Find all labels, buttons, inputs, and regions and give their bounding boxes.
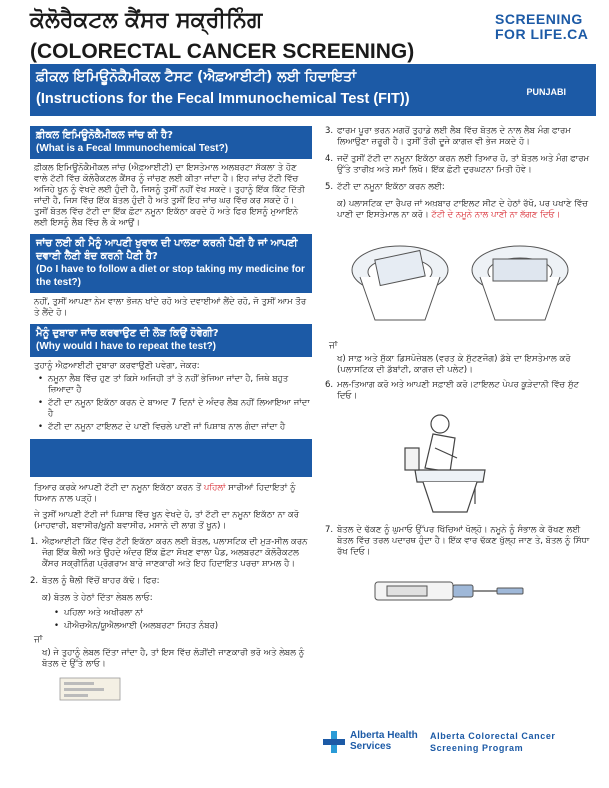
question-2-punjabi: ਜਾਂਚ ਲਈ ਕੀ ਮੈਨੂੰ ਆਪਣੀ ਖੁਰਾਕ ਦੀ ਪਾਲਣਾ ਕਰਨੀ ਪੈਣੀ ਹੈ ਜਾਂ ਆਪਣੀ ਦਵਾਈ ਲੈਣੀ ਬੰਦ ਕਰਨੀ ਪੈਣੀ ਹੈ? [36,238,298,262]
banner-title-punjabi: ਫ਼ੀਕਲ ਇਮਿਊਨੋਕੈਮੀਕਲ ਟੈਸਟ (ਐਫ਼ਆਈਟੀ) ਲਈ ਹਿਦਾਇਤਾਂ [36,69,357,85]
question-1-english: (What is a Fecal Immunochemical Test?) [36,143,229,154]
step-number: 6. [325,380,334,390]
question-2-english: (Do I have to follow a diet or stop taking my medicine for the test?) [36,264,305,288]
step-number: 5. [325,182,334,192]
left-column [30,126,312,709]
step-5-option-b: ਖ) ਸਾਫ਼ ਅਤੇ ਸੁੱਕਾ ਡਿਸਪੋਜ਼ੇਬਲ (ਵਰਤ ਕੇ ਸੁੱਟਣਜੋਗ) ਡੱਬੇ ਦਾ ਇਸਤੇਮਾਲ ਕਰੋ (ਪਲਾਸਟਿਕ ਦੀ ਡੱਬਾਂਟੀ, ਕਾਗਜ਼ ਦੀ ਪਲੇਟ)। [337,354,571,375]
step-6 [325,380,595,402]
step-text: ਬੋਤਲ ਦੇ ਢੱਕਣ ਨੂੰ ਘੁਮਾਓ ਉੱਪਰ ਖਿੱਚਿਆਂ ਖੋਲ੍ਹੋ। ਨਮੂਨੇ ਨੂੰ ਸੰਭਾਲ ਕੇ ਰੱਖਣ ਲਈ ਬੋਤਲ ਵਿੱਚ ਤਰਲ ਪਦਾਰਥ ਹੁੰਦਾ ਹੈ। ਇੱਕ ਵਾਰ ਢੱਕਣ ਖੁੱਲ੍ਹ ਜਾਣ ਤੇ, ਬੋਤਲ ਨੂੰ ਸਿੱਧਾ ਰੱਖ ਦਿਓ। [337,525,590,557]
question-3-english: (Why would I have to repeat the test?) [36,341,217,352]
right-column [325,126,595,619]
step-5 [325,182,595,193]
answer-3-intro: ਤੁਹਾਨੂੰ ਐਫ਼ਆਈਟੀ ਦੁਬਾਰਾ ਕਰਵਾਉਣੀ ਪਵੇਗਾ, ਜੇਕਰ: [34,361,200,371]
list-item: • ਟੱਟੀ ਦਾ ਨਮੂਨਾ ਟਾਇਲਟ ਦੇ ਪਾਣੀ ਵਿਚਲੇ ਪਾਣੀ ਜਾਂ ਪਿਸ਼ਾਬ ਨਾਲ ਗੰਦਾ ਜਾਂਦਾ ਹੈ [38,422,312,433]
question-1-punjabi: ਫ਼ੀਕਲ ਇਮਿਊਨੋਕੈਮੀਕਲ ਜਾਂਚ ਕੀ ਹੈ? [36,130,173,141]
toilet-wrap-illustration [325,225,595,333]
read-first-text: ਤਿਆਰ ਕਰਕੇ ਆਪਣੀ ਟੱਟੀ ਦਾ ਨਮੂਨਾ ਇਕੱਠਾ ਕਰਨ ਤੋਂ [34,483,202,493]
step-5-warning: ਟੱਟੀ ਦੇ ਨਮੂਨੇ ਨਾਲ ਪਾਣੀ ਨਾ ਲੱਗਣ ਦਿਓ। [431,210,561,220]
instructions-banner [30,64,596,116]
list-item: • ਨਮੂਨਾ ਲੈਬ ਵਿੱਚ ਹੁਣ ਤਾਂ ਕਿਸੇ ਅਜਿਹੀ ਤਾਂ ਤੇ ਨਹੀਂ ਭੇਜਿਆ ਜਾਂਦਾ ਹੈ, ਜਿਥੇ ਬਹੁਤ ਜ਼ਿਆਦਾ ਹੈ [38,374,312,396]
step-2 [30,576,312,587]
step-number: 1. [30,537,39,547]
banner-title-english: (Instructions for the Fecal Immunochemical Test (FIT)) [36,91,410,107]
step-number: 3. [325,126,334,136]
title-punjabi: ਕੋਲੋਰੈਕਟਲ ਕੈਂਸਰ ਸਕ੍ਰੀਨਿੰਗ [30,8,263,33]
question-3-punjabi: ਮੈਨੂੰ ਦੁਬਾਰਾ ਜਾਂਚ ਕਰਵਾਉਣ ਦੀ ਲੋੜ ਕਿਉਂ ਹੋਵੇਗੀ? [36,328,219,339]
step-number: 7. [325,525,334,535]
blood-warning-paragraph: ਜੇ ਤੁਸੀਂ ਆਪਣੀ ਟੱਟੀ ਜਾਂ ਪਿਸ਼ਾਬ ਵਿੱਚ ਖੂਨ ਵੇਖਦੇ ਹੋ, ਤਾਂ ਟੱਟੀ ਦਾ ਨਮੂਨਾ ਇਕੱਠਾ ਨਾ ਕਰੋ (ਮਾਹਵਾਰੀ, ਬਵਾਸੀਰ/ਖ਼ੂਨੀ ਬਵਾਸੀਰ, ਮਸਾਨੇ ਦੀ ਲਾਗ ਤੋਂ ਖੂਨ)। [34,510,300,531]
list-item: • ਪਹਿਲਾ ਅਤੇ ਅਖੀਰਲਾ ਨਾਂ [54,608,312,619]
answer-1: ਫ਼ੀਕਲ ਇਮਿਊਨੋਕੈਮੀਕਲ ਜਾਂਚ (ਐਫ਼ਆਈਟੀ) ਦਾ ਇਸਤੇਮਾਲ ਅਲਬਰਟਾ ਸੱਕਲਾ ਤੇ ਹੋਣ ਵਾਲੇ ਟੱਟੀ ਵਿੱਚ ਕੋਲੋਰੈਕਟਲ ਕੈਂਸਰ ਨੂੰ ਜਾਂਚਣ ਲਈ ਕੀਤਾ ਜਾਂਦਾ ਹੈ। ਇਹ ਜਾਂਚ ਟੱਟੀ ਵਿੱਚ ਅਜਿਹੇ ਖੂਨ ਨੂੰ ਵੇਖਦੇ ਲਈ ਹੁੰਦੀ ਹੈ, ਜਿਸਨੂੰ ਤੁਸੀਂ ਨਹੀਂ ਵੇਖ ਸਕਦੇ। ਤੁਹਾਨੂੰ ਇੱਕ ਕਿੱਟ ਦਿੱਤੀ ਜਾਂਦੀ ਹੈ, ਜਿਸ ਵਿੱਚ ਇੱਕ ਬੋਤਲ ਹੁੰਦੀ ਹੈ ਅਤੇ ਤੁਸੀਂ ਇਹ ਜਾਂਚ ਘਰ ਵਿੱਚ ਕਰ ਸਕਦੇ ਹੋ। ਤੁਸੀਂ ਬੋਤਲ ਵਿੱਚ ਟੱਟੀ ਦਾ ਇੱਕ ਛੋਟਾ ਨਮੂਨਾ ਇਕੱਠਾ ਕਰਦੇ ਹੋ ਅਤੇ ਫਿਰ ਇਸਨੂੰ ਮੁਆਇਨੇ ਲਈ ਇਸਨੂੰ ਲੈਬ ਵਿੱਚ ਲੈ ਕੇ ਆਉਂ। [34,163,305,228]
answer-2: ਨਹੀਂ, ਤੁਸੀਂ ਆਪਣਾ ਨੇਮ ਵਾਲਾ ਭੋਜਨ ਖਾਂਦੇ ਰਹੋ ਅਤੇ ਦਵਾਈਆਂ ਲੈਂਦੇ ਰਹੋ, ਜੋ ਤੁਸੀਂ ਆਮ ਤੌਰ ਤੇ ਲੈਂਦੇ ਹੋ। [34,297,307,318]
or-divider: ਜਾਂ [329,341,338,351]
label-illustration [30,674,150,704]
list-item: • ਟੱਟੀ ਦਾ ਨਮੂਨਾ ਇਕੱਠਾ ਕਰਨ ਦੇ ਬਾਅਦ 7 ਦਿਨਾਂ ਦੇ ਅੰਦਰ ਲੈਬ ਨਹੀਂ ਲਿਆਇਆ ਜਾਂਦਾ ਹੈ [38,398,312,420]
question-repeat-test [30,324,312,357]
step-text: ਫਾਰਮ ਪੂਰਾ ਭਰਨ ਮਗਰੋਂ ਤੁਹਾਡੇ ਲਈ ਲੈਬ ਵਿੱਚ ਬੋਤਲ ਦੇ ਨਾਲ ਲੈਬ ਮੰਗ ਫਾਰਮ ਲਿਆਉਣਾ ਜ਼ਰੂਰੀ ਹੈ। ਤੁਸੀਂ ਤੌਰੀ ਦੂਜੇ ਕਾਗਜ਼ ਵੀ ਭੇਜ ਸਕਦੇ ਹੋ। [337,126,571,147]
read-first-emphasis: ਪਹਿਲਾਂ [203,483,226,493]
ahs-cross-icon [322,730,346,754]
step-5-option-a-text: ਕ) ਪਲਾਸਟਿਕ ਦਾ ਰੈਪਰ ਜਾਂ ਅਖ਼ਬਾਰ ਟਾਇਲਟ ਸੀਟ ਦੇ ਹੇਠਾਂ ਰੱਖੋ, ਪਰ ਪਖਾਣੇ ਵਿੱਚ ਪਾਣੀ ਦਾ ਇਸਤੇਮਾਲ ਨਾ ਕਰੋ। [337,199,589,220]
read-first-text-end: ਸਾਰੀਆਂ ਹਿਦਾਇਤਾਂ ਨੂੰ ਧਿਆਨ ਨਾਲ ਪੜ੍ਹੋ। [34,483,296,504]
program-name [430,730,556,754]
step-4 [325,154,595,176]
step-1 [30,537,312,570]
step-number: 2. [30,576,39,586]
ahs-name-line-1: Alberta Health [350,730,418,741]
step-text: ਜਦੋਂ ਤੁਸੀਂ ਟੱਟੀ ਦਾ ਨਮੂਨਾ ਇਕੱਠਾ ਕਰਨ ਲਈ ਤਿਆਰ ਹੋ, ਤਾਂ ਬੋਤਲ ਅਤੇ ਮੰਗ ਫਾਰਮ ਉੱਤੇ ਤਾਰੀਖ਼ ਅਤੇ ਸਮਾਂ ਲਿਖੋ। ਇੱਕ ਛੋਟੀ ਦੁਰਘਟਨਾ ਮਿਤੀ ਹੋਵੇ। [337,154,590,175]
question-what-is-fit [30,126,312,159]
step-text: ਬੋਤਲ ਨੂੰ ਥੈਲੀ ਵਿੱਚੋਂ ਬਾਹਰ ਕੱਢੋ। ਫਿਰ: [42,576,160,586]
step-number: 4. [325,154,334,164]
seated-person-illustration [325,408,595,520]
language-tag: PUNJABI [526,87,566,97]
repeat-reasons-list [30,374,312,433]
program-name-line-1: Alberta Colorectal Cancer [430,731,556,741]
read-first-paragraph [30,477,312,510]
fit-bottle-illustration [325,564,595,614]
step-2-option-b: ਖ) ਜੇ ਤੁਹਾਨੂੰ ਲੇਬਲ ਦਿੱਤਾ ਜਾਂਦਾ ਹੈ, ਤਾਂ ਇਸ ਵਿੱਚ ਲੋੜੀਂਦੀ ਜਾਣਕਾਰੀ ਭਰੋ ਅਤੇ ਲੇਬਲ ਨੂੰ ਬੋਤਲ ਦੇ ਉੱਤੇ ਲਾਓ। [42,648,305,669]
step-text: ਮਲ-ਤਿਆਗ ਕਰੋ ਅਤੇ ਆਪਣੀ ਸਫ਼ਾਈ ਕਰੋ।ਟਾਇਲਟ ਪੇਪਰ ਕੂੜੇਦਾਨੀ ਵਿੱਚ ਸੁੱਟ ਦਿਓ। [337,380,579,401]
step-text: ਐਫ਼ਆਈਟੀ ਕਿੱਟ ਵਿੱਚ ਟੱਟੀ ਇਕੱਠਾ ਕਰਨ ਲਈ ਬੋਤਲ, ਪਲਾਸਟਿਕ ਦੀ ਮੁੜ-ਸੀਲ ਕਰਨ ਜੋਗ ਇੱਕ ਥੈਲੀ ਅਤੇ ਉਹਦੇ ਅੰਦਰ ਇੱਕ ਛੋਟਾ ਸੋਖਣ ਵਾਲਾ ਪੈਡ, ਅਲਬਰਟਾ ਕੋਲੋਰੈਕਟਲ ਕੈਂਸਰ ਸਕ੍ਰੀਨਿੰਗ ਪ੍ਰੋਗਰਾਮ ਬਾਰੇ ਜਾਣਕਾਰੀ ਅਤੇ ਇਹ ਹਿਦਾਇਤ ਪਰਚਾ ਸ਼ਾਮਲ ਹੈ। [42,537,308,569]
logo-line-1: SCREENING [495,11,583,27]
label-fields-list [30,608,312,632]
question-diet-medicine [30,234,312,293]
program-name-line-2: Screening Program [430,743,524,753]
step-7 [325,525,595,558]
logo-line-2: FOR LIFE.CA [495,26,589,42]
step-text: ਟੱਟੀ ਦਾ ਨਮੂਨਾ ਇਕੱਠਾ ਕਰਨ ਲਈ: [337,182,445,192]
step-2-option-a: ਕ) ਬੋਤਲ ਤੇ ਹੇਠਾਂ ਦਿੱਤਾ ਲੇਬਲ ਲਾਓ: [42,593,153,603]
step-3 [325,126,595,148]
list-item: • ਪੀਐਚਐਨ/ਯੂਐਲਆਈ (ਅਲਬਰਟਾ ਸਿਹਤ ਨੰਬਰ) [54,621,312,632]
or-divider: ਜਾਂ [34,635,43,645]
section-header-box [30,439,312,477]
step-5-option-a [325,199,595,221]
title-english: (COLORECTAL CANCER SCREENING) [30,40,415,63]
screening-for-life-logo [495,12,595,42]
ahs-name-line-2: Services [350,741,392,752]
